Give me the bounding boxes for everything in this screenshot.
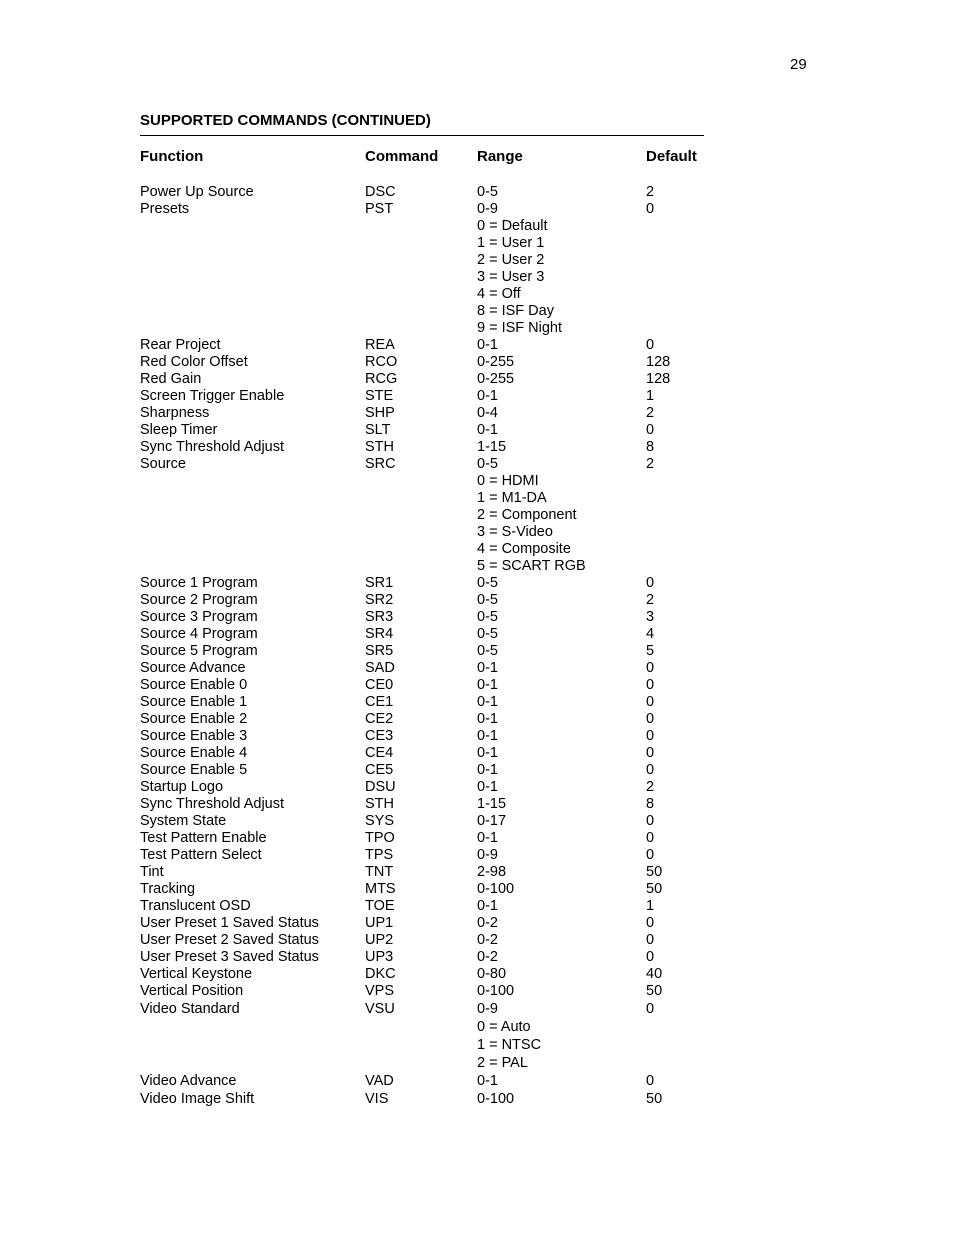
cell-range: 0 = HDMI: [477, 473, 539, 489]
table-row: [0, 388, 954, 405]
cell-default: 0: [646, 847, 655, 863]
cell-function: User Preset 2 Saved Status: [140, 932, 319, 948]
cell-command: TPS: [365, 847, 394, 863]
cell-function: Test Pattern Select: [140, 847, 262, 863]
table-row: [0, 643, 954, 660]
header-range: Range: [477, 148, 523, 165]
cell-range: 8 = ISF Day: [477, 303, 554, 319]
cell-range: 0-2: [477, 949, 498, 965]
cell-command: REA: [365, 337, 395, 353]
table-row: [0, 371, 954, 388]
cell-range: 0-1: [477, 694, 498, 710]
cell-default: 4: [646, 626, 655, 642]
cell-function: Vertical Keystone: [140, 966, 253, 982]
cell-default: 0: [646, 813, 655, 829]
page-number: 29: [790, 56, 807, 73]
cell-function: Tint: [140, 864, 164, 880]
cell-range: 0-17: [477, 813, 507, 829]
cell-range: 0-2: [477, 915, 498, 931]
cell-command: CE1: [365, 694, 394, 710]
cell-command: RCO: [365, 354, 398, 370]
cell-function: Presets: [140, 201, 190, 217]
cell-default: 0: [646, 745, 655, 761]
cell-default: 40: [646, 966, 663, 982]
cell-range: 5 = SCART RGB: [477, 558, 586, 574]
cell-default: 0: [646, 575, 655, 591]
table-row: [0, 201, 954, 218]
cell-command: TPO: [365, 830, 395, 846]
cell-function: Source 3 Program: [140, 609, 258, 625]
table-row: [0, 694, 954, 711]
table-row: [0, 235, 954, 252]
cell-range: 0-2: [477, 932, 498, 948]
table-row: [0, 184, 954, 201]
table-row: [0, 796, 954, 813]
table-row: [0, 762, 954, 779]
cell-command: STH: [365, 439, 394, 455]
cell-command: SYS: [365, 813, 395, 829]
cell-range: 2 = Component: [477, 507, 577, 523]
cell-range: 1-15: [477, 796, 507, 812]
cell-range: 1 = NTSC: [477, 1037, 542, 1053]
cell-range: 0-5: [477, 626, 498, 642]
cell-function: Sync Threshold Adjust: [140, 439, 285, 455]
cell-range: 1 = M1-DA: [477, 490, 547, 506]
cell-range: 0 = Default: [477, 218, 548, 234]
cell-command: CE3: [365, 728, 394, 744]
table-row: [0, 660, 954, 677]
cell-range: 9 = ISF Night: [477, 320, 563, 336]
cell-command: DSU: [365, 779, 396, 795]
cell-command: PST: [365, 201, 394, 217]
cell-default: 0: [646, 337, 655, 353]
cell-function: Sharpness: [140, 405, 210, 421]
cell-function: Translucent OSD: [140, 898, 251, 914]
cell-default: 0: [646, 694, 655, 710]
cell-range: 2-98: [477, 864, 507, 880]
table-row: [0, 983, 954, 1000]
cell-function: User Preset 3 Saved Status: [140, 949, 319, 965]
cell-range: 3 = User 3: [477, 269, 545, 285]
table-row: [0, 405, 954, 422]
table-row: [0, 1036, 954, 1054]
cell-default: 0: [646, 660, 655, 676]
cell-default: 3: [646, 609, 655, 625]
table-row: [0, 490, 954, 507]
cell-range: 0-5: [477, 592, 498, 608]
cell-function: Sleep Timer: [140, 422, 218, 438]
header-function: Function: [140, 148, 204, 165]
cell-function: Source Enable 3: [140, 728, 248, 744]
cell-command: DSC: [365, 184, 396, 200]
cell-command: SHP: [365, 405, 395, 421]
table-row: [0, 473, 954, 490]
commands-table: [0, 184, 954, 1108]
table-row: [0, 779, 954, 796]
cell-default: 0: [646, 728, 655, 744]
table-row: [0, 354, 954, 371]
cell-function: Video Image Shift: [140, 1091, 255, 1107]
cell-default: 0: [646, 915, 655, 931]
table-row: [0, 269, 954, 286]
cell-default: 0: [646, 422, 655, 438]
table-row: [0, 1090, 954, 1108]
cell-range: 0-9: [477, 201, 498, 217]
table-row: [0, 286, 954, 303]
cell-range: 0-5: [477, 643, 498, 659]
cell-command: CE0: [365, 677, 394, 693]
table-row: [0, 813, 954, 830]
cell-range: 0-9: [477, 1001, 498, 1017]
cell-range: 4 = Composite: [477, 541, 571, 557]
cell-range: 0-1: [477, 337, 498, 353]
cell-function: Source 4 Program: [140, 626, 258, 642]
table-row: [0, 626, 954, 643]
cell-range: 0-100: [477, 1091, 515, 1107]
cell-range: 0-9: [477, 847, 498, 863]
cell-command: MTS: [365, 881, 396, 897]
cell-command: SR1: [365, 575, 394, 591]
cell-function: User Preset 1 Saved Status: [140, 915, 319, 931]
cell-range: 0-1: [477, 779, 498, 795]
cell-command: VIS: [365, 1091, 389, 1107]
table-row: [0, 524, 954, 541]
cell-function: Source Enable 4: [140, 745, 248, 761]
cell-range: 1 = User 1: [477, 235, 545, 251]
table-row: [0, 881, 954, 898]
cell-default: 0: [646, 949, 655, 965]
table-row: [0, 337, 954, 354]
cell-function: Video Advance: [140, 1073, 237, 1089]
cell-default: 2: [646, 456, 655, 472]
cell-range: 0-255: [477, 371, 515, 387]
cell-default: 0: [646, 932, 655, 948]
table-row: [0, 592, 954, 609]
cell-function: Tracking: [140, 881, 196, 897]
title-rule: [140, 135, 704, 136]
cell-range: 2 = PAL: [477, 1055, 528, 1071]
cell-command: DKC: [365, 966, 396, 982]
cell-range: 0-1: [477, 660, 498, 676]
cell-default: 0: [646, 711, 655, 727]
cell-command: CE2: [365, 711, 394, 727]
table-row: [0, 847, 954, 864]
table-row: [0, 456, 954, 473]
table-row: [0, 677, 954, 694]
table-row: [0, 949, 954, 966]
table-row: [0, 218, 954, 235]
cell-range: 1-15: [477, 439, 507, 455]
header-command: Command: [365, 148, 439, 165]
table-row: [0, 966, 954, 983]
table-row: [0, 422, 954, 439]
cell-command: SR4: [365, 626, 394, 642]
cell-function: Red Gain: [140, 371, 202, 387]
cell-range: 0-1: [477, 762, 498, 778]
cell-command: SRC: [365, 456, 396, 472]
table-row: [0, 830, 954, 847]
table-row: [0, 320, 954, 337]
cell-function: Source: [140, 456, 186, 472]
cell-command: UP2: [365, 932, 394, 948]
cell-default: 0: [646, 201, 655, 217]
cell-default: 50: [646, 1091, 663, 1107]
cell-range: 0-5: [477, 184, 498, 200]
cell-command: SR5: [365, 643, 394, 659]
cell-command: UP1: [365, 915, 394, 931]
table-row: [0, 252, 954, 269]
cell-default: 5: [646, 643, 655, 659]
cell-function: Source Enable 1: [140, 694, 248, 710]
cell-range: 0-255: [477, 354, 515, 370]
cell-default: 128: [646, 371, 671, 387]
cell-function: Screen Trigger Enable: [140, 388, 285, 404]
cell-command: VAD: [365, 1073, 394, 1089]
cell-command: CE5: [365, 762, 394, 778]
table-row: [0, 1000, 954, 1018]
cell-default: 1: [646, 898, 655, 914]
cell-function: Source Enable 2: [140, 711, 248, 727]
cell-default: 128: [646, 354, 671, 370]
cell-range: 0-4: [477, 405, 498, 421]
cell-command: CE4: [365, 745, 394, 761]
cell-range: 0-100: [477, 983, 515, 999]
cell-range: 3 = S-Video: [477, 524, 553, 540]
cell-function: Vertical Position: [140, 983, 244, 999]
cell-command: SLT: [365, 422, 391, 438]
cell-default: 0: [646, 1001, 655, 1017]
cell-function: Power Up Source: [140, 184, 254, 200]
cell-command: SR3: [365, 609, 394, 625]
cell-function: Source 5 Program: [140, 643, 258, 659]
table-row: [0, 541, 954, 558]
table-row: [0, 507, 954, 524]
cell-default: 2: [646, 184, 655, 200]
cell-function: Test Pattern Enable: [140, 830, 267, 846]
cell-function: Source Enable 0: [140, 677, 248, 693]
cell-command: STE: [365, 388, 394, 404]
cell-range: 0 = Auto: [477, 1019, 531, 1035]
table-row: [0, 915, 954, 932]
cell-default: 0: [646, 677, 655, 693]
table-row: [0, 439, 954, 456]
table-row: [0, 609, 954, 626]
cell-range: 0-80: [477, 966, 507, 982]
cell-range: 0-5: [477, 575, 498, 591]
cell-function: Red Color Offset: [140, 354, 248, 370]
cell-default: 0: [646, 830, 655, 846]
table-row: [0, 1018, 954, 1036]
cell-command: UP3: [365, 949, 394, 965]
cell-default: 0: [646, 1073, 655, 1089]
cell-function: Source 1 Program: [140, 575, 258, 591]
cell-range: 0-5: [477, 456, 498, 472]
table-row: [0, 864, 954, 881]
cell-command: SR2: [365, 592, 394, 608]
cell-default: 50: [646, 881, 663, 897]
table-row: [0, 898, 954, 915]
cell-range: 0-1: [477, 388, 498, 404]
cell-range: 0-100: [477, 881, 515, 897]
cell-range: 4 = Off: [477, 286, 521, 302]
table-row: [0, 1054, 954, 1072]
table-row: [0, 558, 954, 575]
cell-default: 8: [646, 439, 655, 455]
cell-range: 0-5: [477, 609, 498, 625]
cell-command: VSU: [365, 1001, 395, 1017]
cell-command: RCG: [365, 371, 398, 387]
cell-default: 50: [646, 983, 663, 999]
cell-range: 0-1: [477, 898, 498, 914]
table-row: [0, 575, 954, 592]
cell-default: 1: [646, 388, 655, 404]
cell-command: STH: [365, 796, 394, 812]
cell-function: Rear Project: [140, 337, 221, 353]
cell-default: 50: [646, 864, 663, 880]
cell-function: Source Enable 5: [140, 762, 248, 778]
cell-default: 2: [646, 405, 655, 421]
cell-range: 2 = User 2: [477, 252, 545, 268]
cell-range: 0-1: [477, 728, 498, 744]
cell-default: 2: [646, 779, 655, 795]
cell-function: Sync Threshold Adjust: [140, 796, 285, 812]
cell-default: 0: [646, 762, 655, 778]
cell-default: 8: [646, 796, 655, 812]
cell-command: TNT: [365, 864, 394, 880]
cell-range: 0-1: [477, 745, 498, 761]
table-row: [0, 745, 954, 762]
cell-default: 2: [646, 592, 655, 608]
table-row: [0, 711, 954, 728]
table-row: [0, 932, 954, 949]
cell-function: Startup Logo: [140, 779, 224, 795]
cell-command: VPS: [365, 983, 395, 999]
table-row: [0, 303, 954, 320]
cell-function: Video Standard: [140, 1001, 240, 1017]
cell-range: 0-1: [477, 830, 498, 846]
cell-function: Source 2 Program: [140, 592, 258, 608]
cell-range: 0-1: [477, 1073, 498, 1089]
header-default: Default: [646, 148, 697, 165]
section-title: SUPPORTED COMMANDS (CONTINUED): [140, 112, 431, 129]
table-row: [0, 1072, 954, 1090]
cell-function: System State: [140, 813, 227, 829]
cell-range: 0-1: [477, 422, 498, 438]
cell-function: Source Advance: [140, 660, 246, 676]
cell-range: 0-1: [477, 711, 498, 727]
cell-command: TOE: [365, 898, 395, 914]
cell-command: SAD: [365, 660, 395, 676]
cell-range: 0-1: [477, 677, 498, 693]
table-row: [0, 728, 954, 745]
